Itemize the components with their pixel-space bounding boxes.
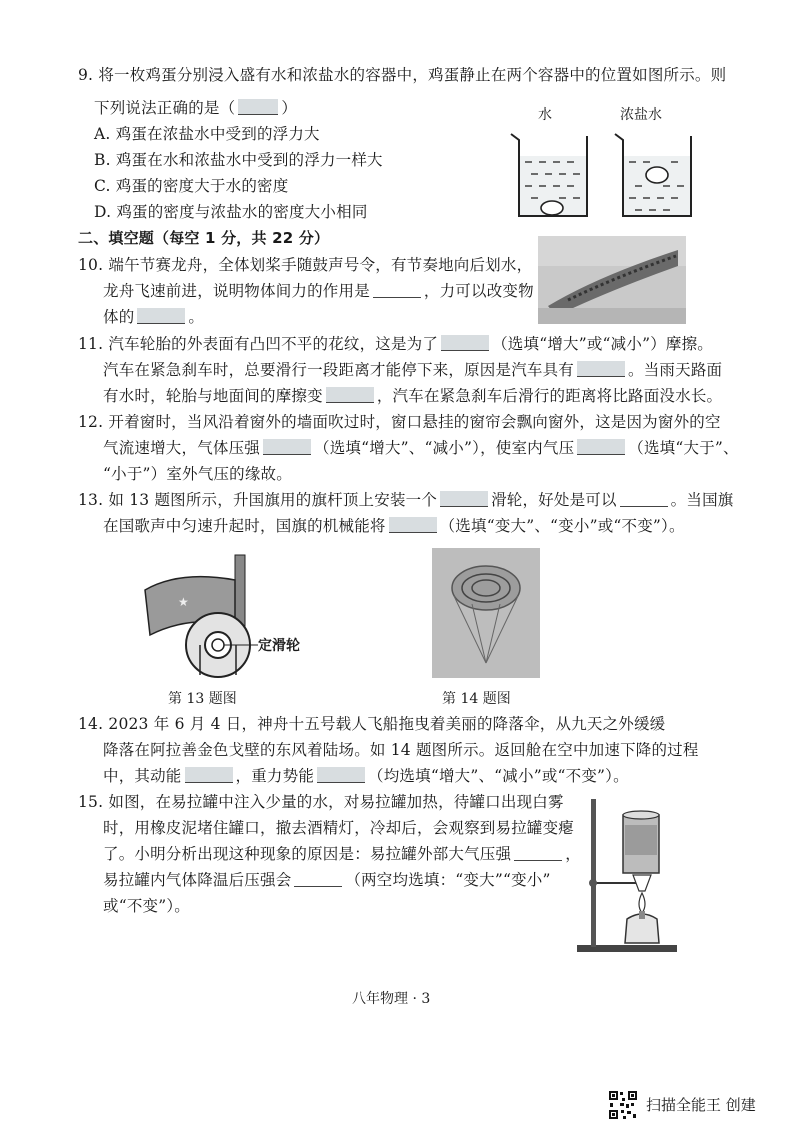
q13-line1: 13. 如 13 题图所示，升国旗用的旗杆顶上安装一个 滑轮，好处是可以 。当国旗 bbox=[78, 491, 734, 509]
q13-blank-1 bbox=[440, 491, 488, 507]
brine-label: 浓盐水 bbox=[620, 107, 662, 123]
q10-line1: 10. 端午节赛龙舟，全体划桨手随鼓声号令，有节奏地向后划水， bbox=[78, 256, 533, 274]
beakers-figure bbox=[505, 128, 705, 223]
page-footer: 八年物理 · 3 bbox=[352, 991, 431, 1007]
q11-line1: 11. 汽车轮胎的外表面有凸凹不平的花纹，这是为了 （选填“增大”或“减小”）摩擦。 bbox=[78, 335, 713, 353]
q13-figure-caption: 第 13 题图 bbox=[168, 691, 237, 707]
q9-option-b: B. 鸡蛋在水和浓盐水中受到的浮力一样大 bbox=[94, 151, 383, 169]
q13-blank-2 bbox=[620, 491, 668, 507]
q10-blank-1 bbox=[373, 282, 421, 298]
q10-line3: 体的 。 bbox=[103, 308, 205, 326]
q14-line3: 中，其动能 ，重力势能 （均选填“增大”、“减小”或“不变”）。 bbox=[103, 767, 629, 785]
q15-line5: 或“不变”）。 bbox=[103, 897, 190, 915]
q9-option-c: C. 鸡蛋的密度大于水的密度 bbox=[94, 177, 289, 195]
dragon-boat-photo bbox=[538, 236, 686, 324]
q9-option-d: D. 鸡蛋的密度与浓盐水的密度大小相同 bbox=[94, 203, 368, 221]
q14-line1: 14. 2023 年 6 月 4 日，神舟十五号载人飞船拖曳着美丽的降落伞，从九天之外缓缓 bbox=[78, 715, 666, 733]
flagpole-figure bbox=[140, 550, 260, 680]
q15-line2: 时，用橡皮泥堵住罐口，撤去酒精灯，冷却后，会观察到易拉罐变瘪 bbox=[103, 819, 575, 837]
q9-line2: 下列说法正确的是（ ） bbox=[94, 99, 298, 117]
q12-line2: 气流速增大，气体压强 （选填“增大”、“减小”），使室内气压 （选填“大于”、 bbox=[103, 439, 739, 457]
q11-blank-3 bbox=[326, 387, 374, 403]
q14-blank-2 bbox=[317, 767, 365, 783]
q9-option-a: A. 鸡蛋在浓盐水中受到的浮力大 bbox=[94, 125, 320, 143]
water-label: 水 bbox=[538, 107, 552, 123]
q14-blank-1 bbox=[185, 767, 233, 783]
q13-blank-3 bbox=[389, 517, 437, 533]
q15-line1: 15. 如图，在易拉罐中注入少量的水，对易拉罐加热，待罐口出现白雾 bbox=[78, 793, 564, 811]
q9-line1: 9. 将一枚鸡蛋分别浸入盛有水和浓盐水的容器中，鸡蛋静止在两个容器中的位置如图所示。则 bbox=[78, 66, 727, 84]
q11-line2: 汽车在紧急刹车时，总要滑行一段距离才能停下来，原因是汽车具有 。当雨天路面 bbox=[103, 361, 723, 379]
scanner-watermark: 扫描全能王 创建 bbox=[646, 1096, 756, 1114]
q15-line4: 易拉罐内气体降温后压强会 （两空均选填：“变大”“变小” bbox=[103, 871, 551, 889]
q11-blank-2 bbox=[577, 361, 625, 377]
q11-line3: 有水时，轮胎与地面间的摩擦变 ，汽车在紧急刹车后滑行的距离将比路面没水长。 bbox=[103, 387, 723, 405]
q9-answer-blank bbox=[238, 99, 278, 115]
q14-figure-caption: 第 14 题图 bbox=[442, 691, 511, 707]
q15-line3: 了。小明分析出现这种现象的原因是：易拉罐外部大气压强 ， bbox=[103, 845, 581, 863]
svg-text:★: ★ bbox=[178, 595, 189, 609]
q14-line2: 降落在阿拉善金色戈壁的东风着陆场。如 14 题图所示。返回舱在空中加速下降的过程 bbox=[103, 741, 699, 759]
q13-line2: 在国歌声中匀速升起时，国旗的机械能将 （选填“变大”、“变小”或“不变”）。 bbox=[103, 517, 685, 535]
q11-blank-1 bbox=[441, 335, 489, 351]
q12-blank-1 bbox=[263, 439, 311, 455]
q12-line3: “小于”）室外气压的缘故。 bbox=[103, 465, 292, 483]
q15-blank-1 bbox=[514, 845, 562, 861]
section2-heading: 二、填空题（每空 1 分，共 22 分） bbox=[78, 229, 330, 247]
q15-blank-2 bbox=[294, 871, 342, 887]
q12-blank-2 bbox=[577, 439, 625, 455]
q12-line1: 12. 开着窗时，当风沿着窗外的墙面吹过时，窗口悬挂的窗帘会飘向窗外，这是因为窗外的空 bbox=[78, 413, 721, 431]
pulley-label: 定滑轮 bbox=[258, 638, 300, 654]
qr-code-icon bbox=[608, 1090, 638, 1120]
q10-line2: 龙舟飞速前进，说明物体间力的作用是 ，力可以改变物 bbox=[103, 282, 534, 300]
q10-blank-2 bbox=[137, 308, 185, 324]
parachute-photo bbox=[432, 548, 540, 678]
can-heating-figure bbox=[575, 795, 685, 955]
